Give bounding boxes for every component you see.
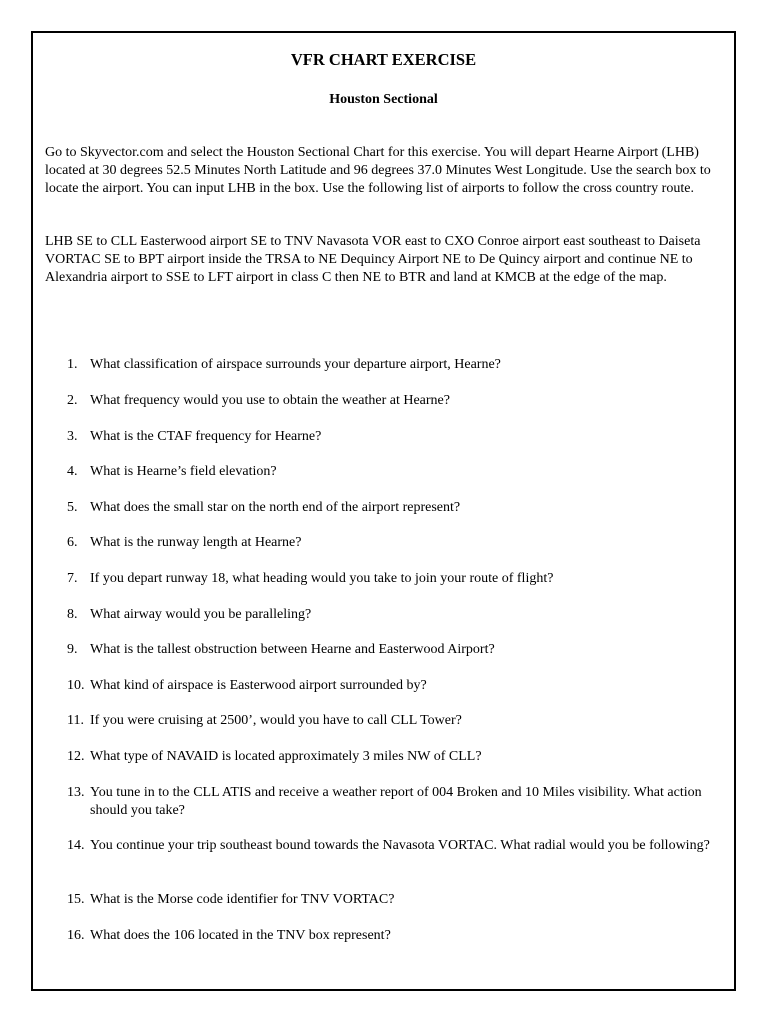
question-text: What frequency would you use to obtain the weather at Hearne?	[90, 393, 450, 408]
question-number: 11.	[67, 713, 84, 728]
question-text: What is the CTAF frequency for Hearne?	[90, 429, 322, 444]
question-number: 12.	[67, 749, 85, 764]
question-number: 9.	[67, 642, 78, 657]
question-number: 4.	[67, 464, 78, 479]
question-number: 8.	[67, 607, 78, 622]
question-number: 7.	[67, 571, 78, 586]
question-text: What is the Morse code identifier for TNV VORTAC?	[90, 892, 395, 907]
question-number: 13.	[67, 785, 85, 800]
question-number: 10.	[67, 678, 85, 693]
question-text: What is the tallest obstruction between Hearne and Easterwood Airport?	[90, 642, 495, 657]
question-text: What airway would you be paralleling?	[90, 607, 312, 622]
question-number: 16.	[67, 928, 85, 943]
question-text: You tune in to the CLL ATIS and receive a weather report of 004 Broken and 10 Miles visibility. What action should you take?	[90, 785, 702, 818]
question-text: What is the runway length at Hearne?	[90, 535, 302, 550]
question-number: 14.	[67, 838, 85, 853]
page-title: VFR CHART EXERCISE	[290, 50, 477, 69]
question-text: If you depart runway 18, what heading would you take to join your route of flight?	[90, 571, 554, 586]
question-number: 15.	[67, 892, 85, 907]
question-text: What classification of airspace surrounds your departure airport, Hearne?	[90, 357, 501, 372]
question-number: 5.	[67, 500, 78, 515]
question-number: 6.	[67, 535, 78, 550]
question-text: What kind of airspace is Easterwood airport surrounded by?	[90, 678, 427, 693]
page-subtitle: Houston Sectional	[329, 92, 438, 107]
intro-paragraph: Go to Skyvector.com and select the Houston Sectional Chart for this exercise. You will depart Hearne Airport (LHB) located at 30 degrees 52.5 Minutes North Latitude and 96 degrees 37.0 Minutes West Longitude. Use the search box to locate the airport. You can input LHB in the box. Use the following list of airports to follow the cross country route.	[45, 145, 711, 196]
question-text: What is Hearne’s field elevation?	[90, 464, 277, 479]
question-text: You continue your trip southeast bound towards the Navasota VORTAC. What radial would you be following?	[90, 838, 710, 853]
question-number: 2.	[67, 393, 78, 408]
question-number: 3.	[67, 429, 78, 444]
question-number: 1.	[67, 357, 78, 372]
route-paragraph: LHB SE to CLL Easterwood airport SE to TNV Navasota VOR east to CXO Conroe airport east southeast to Daiseta VORTAC SE to BPT airport inside the TRSA to NE Dequincy Airport NE to De Quincy airport and continue NE to Alexandria airport to SSE to LFT airport in class C then NE to BTR and land at KMCB at the edge of the map.	[45, 234, 701, 285]
question-text: If you were cruising at 2500’, would you have to call CLL Tower?	[90, 713, 462, 728]
question-text: What type of NAVAID is located approximately 3 miles NW of CLL?	[90, 749, 482, 764]
question-text: What does the 106 located in the TNV box represent?	[90, 928, 391, 943]
question-text: What does the small star on the north end of the airport represent?	[90, 500, 461, 515]
document-page	[31, 31, 736, 991]
